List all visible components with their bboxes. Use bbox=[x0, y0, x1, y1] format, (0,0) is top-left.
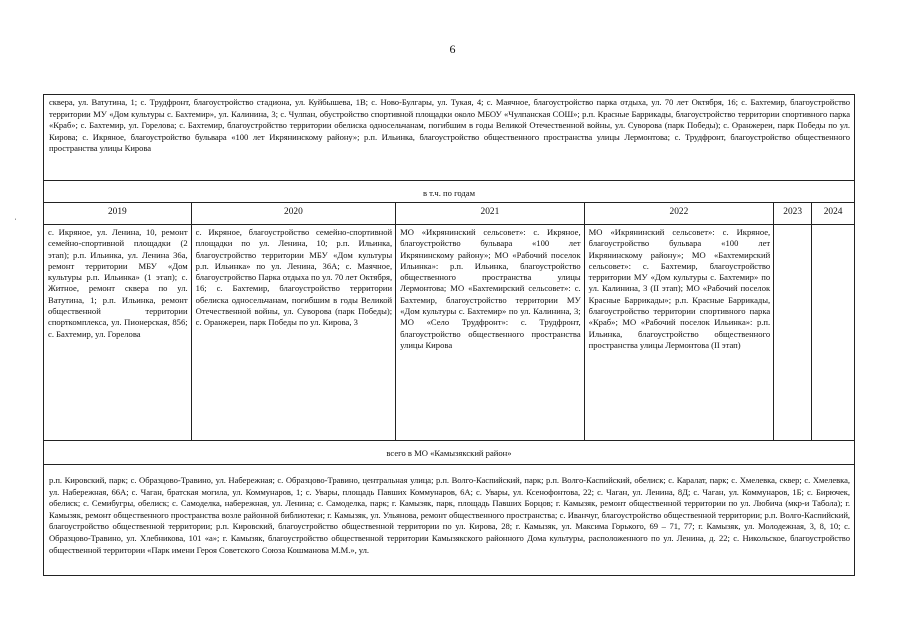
by-years-heading-row bbox=[44, 181, 854, 203]
year-cell-2022: МО «Икрянинский сельсовет»: с. Икряное, благоустройство бульвара «100 лет Икрянинскому району»; МО «Бахтемирский сельсовет»: с. Бахтемир, благоустройство территории МУ «Дом культуры с. Бахтемир» по ул. Калинина, 3 (II этап); МО «Рабочий поселок Красные Баррикады»; р.п. Красные Баррикады, благоустройство территории спортивного парка «Краб»; МО «Рабочий поселок Ильинка»: р.п. Ильинка, благоустройство общественного пространства улицы Лермонтова (II этап) bbox=[585, 225, 775, 440]
year-header-2022: 2022 bbox=[585, 203, 775, 224]
year-cell-2021: МО «Икрянинский сельсовет»: с. Икряное, благоустройство бульвара «100 лет Икрянинскому району»; МО «Рабочий поселок Ильинка»: р.п. Ильинка, благоустройство общественного пространства улицы Лермонтова; МО «Бахтемирский сельсовет»: с. Бахтемир, благоустройство территории МУ «Дом культуры с. Бахтемир» по ул. Калинина, 3; МО «Село Трудфронт»: с. Трудфронт, благоустройство общественного пространства улицы Кирова bbox=[396, 225, 585, 440]
district-heading: всего в МО «Камызякский район» bbox=[386, 448, 512, 458]
year-header-2019: 2019 bbox=[44, 203, 192, 224]
year-header-2023: 2023 bbox=[774, 203, 812, 224]
year-cell-2019: с. Икряное, ул. Ленина, 10, ремонт семейно-спортивной площадки (2 этап); р.п. Ильинка, ул. Ленина 36а, ремонт территории МБУ «Дом культуры р.п. Ильинка» (1 этап); с. Житное, ремонт сквера по ул. Ватутина, 1; р.п. Ильинка, ремонт общественной территории спорткомплекса, ул. Пионерская, 856; с. Бахтемир, ул. Горелова bbox=[44, 225, 192, 440]
by-years-label: в т.ч. по годам bbox=[422, 188, 476, 198]
year-cell-2023 bbox=[774, 225, 812, 440]
table bbox=[43, 94, 855, 576]
years-header-row bbox=[44, 203, 854, 225]
district-heading-row bbox=[44, 441, 854, 465]
page-number: 6 bbox=[449, 42, 456, 56]
years-content-row bbox=[44, 225, 854, 441]
margin-tick-mark: ˈ bbox=[14, 217, 17, 227]
year-header-2020: 2020 bbox=[192, 203, 396, 224]
year-header-2021: 2021 bbox=[396, 203, 585, 224]
year-header-2024: 2024 bbox=[823, 207, 843, 217]
table-row-projects-summary: сквера, ул. Ватутина, 1; с. Трудфронт, благоустройство стадиона, ул. Куйбышева, 1В; с. Ново-Булгары, ул. Тукая, 4; с. Маячное, благоустройство парка отдыха, ул. 70 лет Октября, 16; с. Бахтемир, благоустройство территории МУ «Дом культуры с. Бахтемир», ул. Калинина, 3; с. Чулпан, обустройство спортивной площадки около МБОУ «Чулпанская СОШ»; р.п. Красные Баррикады, благоустройство территории спортивного парка «Краб»; с. Бахтемир, ул. Горелова; с. Бахтемир, благоустройство территории обелиска односельчанам, погибшим в годы Великой Отечественной войны, ул. Суворова (парк Победы); с. Оранжереи, парк Победы по ул. Кирова; с. Икряное, благоустройство бульвара «100 лет Икрянинскому району»; р.п. Ильинка, благоустройство общественного пространства улицы Лермонтова; с. Трудфронт, благоустройство общественного пространства улицы Кирова bbox=[44, 95, 854, 181]
district-projects-row: р.п. Кировский, парк; с. Образцово-Травино, ул. Набережная; с. Образцово-Травино, центральная улица; р.п. Волго-Каспийский, парк; р.п. Волго-Каспийский, обелиск; с. Каралат, парк; с. Хмелевка, сквер; с. Хмелевка, ул. Набережная, 66А; с. Чаган, братская могила, ул. Коммунаров, 1; с. Увары, площадь Павших Коммунаров, 6А; с. Увары, ул. Ксенофонтова, 22; с. Чаган, ул. Ленина, 8Д; с. Чаган, ул. Коммунаров, 1Б; с. Бирючек, обелиск; с. Семибугры, обелиск; с. Самоделка, набережная, ул. Ленина; с. Самоделка, парк; г. Камызяк, парк, площадь Павших Борцов; г. Камызяк, ремонт общественной территории по ул. Любича (мкр-и Табола); г. Камызяк, ремонт общественного пространства возле районной библиотеки; г. Камызяк, ул. Ульянова, ремонт общественного пространства; с. Иванчуг, благоустройство общественной территории; р.п. Волго-Каспийский, благоустройство общественной территории; р.п. Кировский, благоустройство общественной территории по ул. Кирова, 28; г. Камызяк, ул. Максима Горького, 69 – 71, 77; г. Камызяк, ул. Молодежная, 3, 8, 10; с. Образцово-Травино, ул. Хлебникова, 101 «а»; г. Камызяк, благоустройство общественной территории Камызякского районного Дома культуры, расположенного по ул. Ленина, д. 22; с. Никольское, благоустройство общественной территории «Парк имени Героя Советского Союза Кошманова М.М.», ул. bbox=[49, 475, 850, 555]
year-cell-2024 bbox=[812, 225, 854, 440]
year-cell-2020: с. Икряное, благоустройство семейно-спортивной площадки по ул. Ленина, 10; р.п. Ильинка, благоустройство территории МБУ «Дом культуры р.п. Ильинка» по ул. Ленина, 36А; с. Маячное, благоустройство Парка отдыха по ул. 70 лет Октября, 16; с. Бахтемир, благоустройство территории обелиска односельчанам, погибшим в годы Великой Отечественной войны, ул. Суворова (парк Победы); с. Оранжереи, парк Победы по ул. Кирова, 3 bbox=[192, 225, 396, 440]
